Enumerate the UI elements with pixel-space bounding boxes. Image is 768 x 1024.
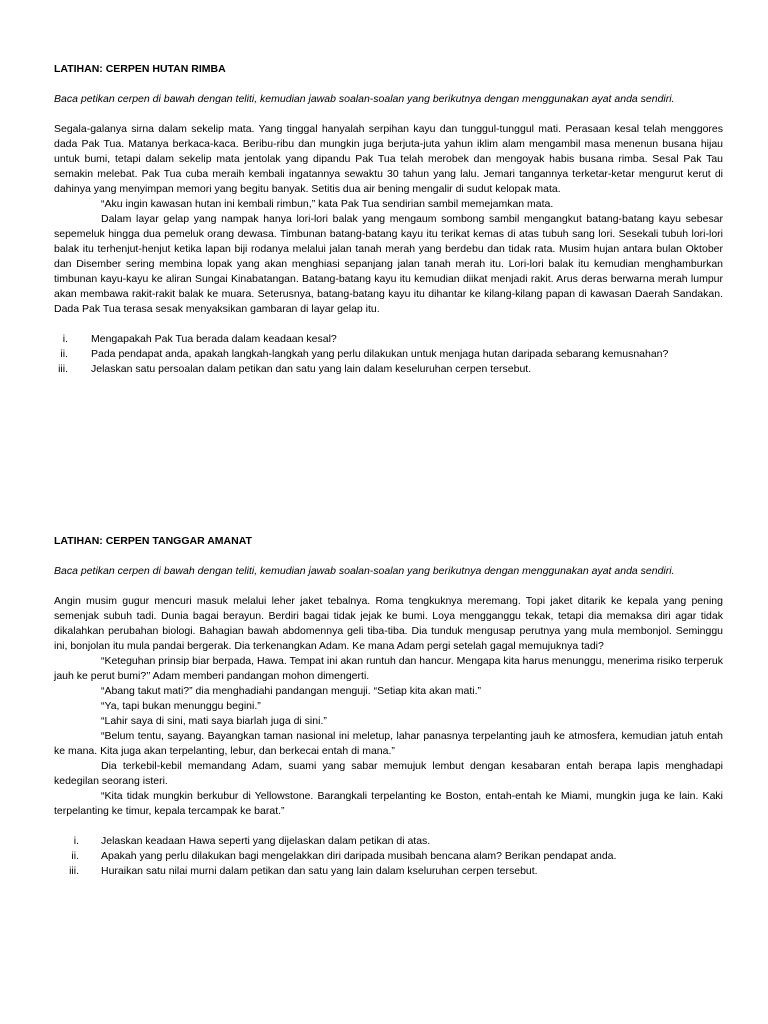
story-paragraph: Dia terkebil-kebil memandang Adam, suami yang sabar memujuk lembut dengan kesabaran entah berapa lapis menghadapi kedegilan seorang isteri. [54,760,723,787]
story-paragraph: “Ya, tapi bukan menunggu begini.” [101,700,261,712]
question-number: ii. [71,850,79,862]
question-text: Pada pendapat anda, apakah langkah-langkah yang perlu dilakukan untuk menjaga hutan daripada sebarang kemusnahan? [91,348,669,360]
question-text: Apakah yang perlu dilakukan bagi mengelakkan diri daripada musibah bencana alam? Berikan pendapat anda. [101,850,617,862]
question-item [54,864,723,879]
question-number: ii. [60,348,68,360]
story-paragraph: “Lahir saya di sini, mati saya biarlah juga di sini.” [101,715,327,727]
question-item [54,362,723,377]
question-item [54,849,723,864]
question-item [54,834,723,849]
question-text: Huraikan satu nilai murni dalam petikan dan satu yang lain dalam kseluruhan cerpen tersebut. [101,865,538,877]
story-paragraph: “Abang takut mati?” dia menghadiahi pandangan menguji. “Setiap kita akan mati.” [101,685,481,697]
question-list [54,332,723,377]
instruction-text: Baca petikan cerpen di bawah dengan teliti, kemudian jawab soalan-soalan yang berikutnya dengan menggunakan ayat anda sendiri. [54,565,675,577]
story-paragraph: Dalam layar gelap yang nampak hanya lori-lori balak yang mengaum sombong sambil mengangkut batang-batang kayu sebesar sepemeluk hingga dua pemeluk orang dewasa. Timbunan batang-batang kayu itu terikat kemas di atas tubuh sang lori. Sesekali tubuh lori-lori balak itu terhenjut-henjut ketika lapan biji rodanya melalui jalan tanah merah yang berdebu dan tidak rata. Musim hujan antara bulan Oktober dan Disember sering membina lopak yang akan menghiasi sepanjang jalan tanah merah itu. Lori-lori balak itu kemudian menghamburkan timbunan kayu-kayu ke aliran Sungai Kinabatangan. Batang-batang kayu itu kemudian diikat menjadi rakit. Arus deras berwarna merah lumpur akan membawa rakit-rakit balak ke muara. Seterusnya, batang-batang kayu itu dihantar ke kilang-kilang papan di kawasan Daerah Sandakan. Dada Pak Tua terasa sesak menyaksikan gambaran di layar gelap itu. [54,213,723,315]
instruction-text: Baca petikan cerpen di bawah dengan teliti, kemudian jawab soalan-soalan yang berikutnya dengan menggunakan ayat anda sendiri. [54,93,675,105]
story-paragraph: “Keteguhan prinsip biar berpada, Hawa. Tempat ini akan runtuh dan hancur. Mengapa kita harus menunggu, menerima risiko terperuk jauh ke perut bumi?’’ Adam memberi pandangan mohon dimengerti. [54,655,723,682]
question-number: iii. [69,865,79,877]
question-number: i. [73,835,79,847]
question-list [54,834,723,879]
section-title: LATIHAN: CERPEN TANGGAR AMANAT [54,535,252,547]
question-text: Jelaskan keadaan Hawa seperti yang dijelaskan dalam petikan di atas. [101,835,431,847]
question-number: i. [62,333,68,345]
story-paragraph: Angin musim gugur mencuri masuk melalui leher jaket tebalnya. Roma tengkuknya meremang. Topi jaket ditarik ke kepala yang pening semenjak subuh tadi. Dunia bagai berayun. Berdiri bagai tidak jejak ke bumi. Loya mengganggu tekak, tetapi dia memaksa diri agar tidak dikalahkan perubahan biologi. Bahagian bawah abdomennya geli tiba-tiba. Dia tunduk mengusap perutnya yang mula membonjol. Seminggu ini, bonjolan itu mula pandai bergerak. Dia terkenangkan Adam. Ke mana Adam pergi setelah gagal memujuknya tadi? [54,595,723,652]
question-text: Mengapakah Pak Tua berada dalam keadaan kesal? [91,333,337,345]
story-paragraph: “Kita tidak mungkin berkubur di Yellowstone. Barangkali terpelanting ke Boston, entah-entah ke Miami, mungkin juga ke lain. Kaki terpelanting ke timur, kepala tercampak ke barat.” [54,790,723,817]
question-item [54,332,723,347]
section-title: LATIHAN: CERPEN HUTAN RIMBA [54,63,226,75]
question-number: iii. [58,363,68,375]
story-paragraph: “Belum tentu, sayang. Bayangkan taman nasional ini meletup, lahar panasnya terpelanting jauh ke atmosfera, kemudian jatuh entah ke mana. Kita juga akan terpelanting, lebur, dan berkecai entah di mana.” [54,730,723,757]
section-hutan-rimba [54,62,723,377]
section-tanggar-amanat [54,534,723,879]
story-paragraph: “Aku ingin kawasan hutan ini kembali rimbun,” kata Pak Tua sendirian sambil memejamkan mata. [101,198,554,210]
story-paragraph: Segala-galanya sirna dalam sekelip mata. Yang tinggal hanyalah serpihan kayu dan tunggul-tunggul mati. Perasaan kesal telah menggores dada Pak Tua. Matanya berkaca-kaca. Beribu-ribu dan mungkin juga berjuta-juta yahun iklim alam mengambil masa menenun busana hijau untuk bumi, tetapi dalam sekelip mata jentolak yang dipandu Pak Tua telah merobek dan mengoyak habis busana rimba. Sesal Pak Tau semakin melebat. Pak Tua cuba meraih kembali ingatannya sewaktu 30 tahun yang lalu. Jemari tangannya terketar-ketar mengurut kerut di dahinya yang menyimpan memori yang begitu banyak. Setitis dua air bening mengalir di sudut kelopak mata. [54,123,723,195]
question-item [54,347,723,362]
question-text: Jelaskan satu persoalan dalam petikan dan satu yang lain dalam keseluruhan cerpen tersebut. [91,363,532,375]
